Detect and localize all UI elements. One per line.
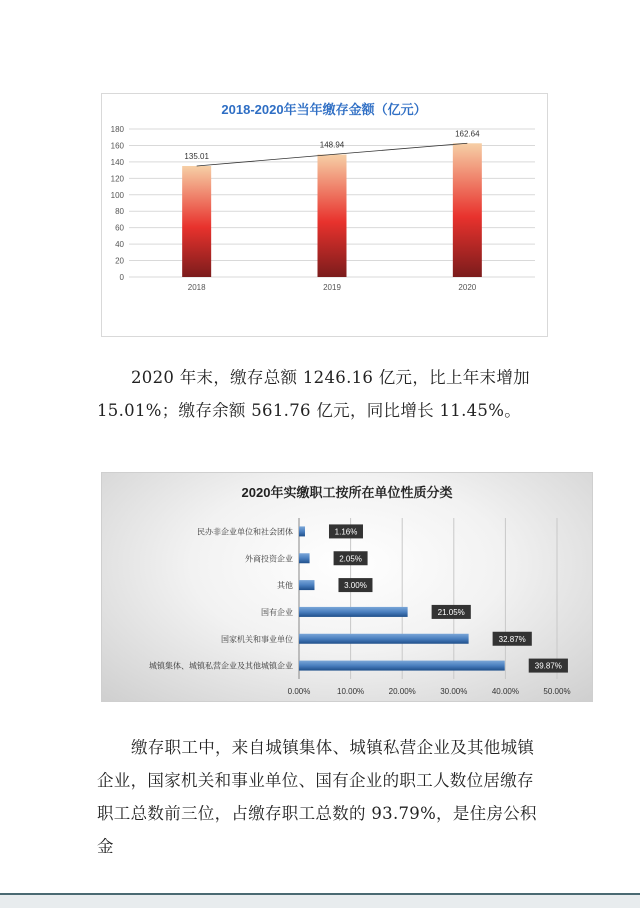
paragraph-line: 15.01%；缴存余额 561.76 亿元，同比增长 11.45%。 [97,401,521,420]
bar [318,155,347,277]
x-tick-label: 10.00% [337,687,365,696]
x-tick-label: 2020 [458,283,477,292]
data-label: 3.00% [344,581,367,591]
y-tick-label: 国有企业 [261,607,293,617]
y-tick-label: 外商投资企业 [245,554,293,564]
y-tick-label: 100 [110,190,124,200]
data-label: 135.01 [184,151,209,161]
data-label: 32.87% [498,634,526,644]
y-tick-label: 20 [115,256,124,266]
chart-title: 2020年实缴职工按所在单位性质分类 [241,485,453,500]
paragraph-line: 缴存职工中，来自城镇集体、城镇私营企业及其他城镇 [131,738,535,757]
y-tick-label: 城镇集体、城镇私营企业及其他城镇企业 [149,661,293,671]
data-label: 162.64 [455,129,480,139]
x-tick-label: 30.00% [440,687,468,696]
paragraph-employee-summary [97,731,547,863]
y-tick-label: 0 [119,273,124,282]
y-tick-label: 民办非企业单位和社会团体 [197,527,293,537]
x-tick-label: 2019 [323,283,341,292]
y-tick-label: 160 [110,141,124,151]
data-label: 2.05% [339,554,362,564]
bar [299,526,305,536]
x-tick-label: 50.00% [543,687,571,696]
bar [299,661,505,671]
paragraph-deposit-summary [97,361,547,427]
deposit-amount-chart-svg [102,94,547,336]
bar [453,143,482,277]
deposit-amount-chart [101,93,548,337]
y-tick-label: 60 [115,223,124,233]
data-label: 148.94 [319,140,345,150]
paragraph-line: 2020 年末，缴存总额 1246.16 亿元，比上年末增加 [131,368,530,387]
y-tick-label: 40 [115,240,124,250]
chart-title: 2018-2020年当年缴存金额（亿元） [221,102,427,117]
data-label: 21.05% [437,607,465,617]
data-label: 1.16% [334,527,358,537]
employee-unit-type-chart-svg [102,473,592,701]
employee-unit-type-chart [101,472,593,702]
y-tick-label: 140 [110,157,124,167]
data-label: 39.87% [534,661,562,671]
y-tick-label: 180 [110,125,124,134]
y-tick-label: 80 [115,207,124,217]
y-tick-label: 120 [110,174,124,184]
y-tick-label: 国家机关和事业单位 [221,634,293,644]
x-tick-label: 20.00% [388,687,416,696]
paragraph-line: 职工总数前三位，占缴存职工总数的 93.79%，是住房公积金 [97,804,537,856]
x-tick-label: 2018 [187,283,206,292]
bar [299,607,408,617]
bar [299,553,310,563]
x-tick-label: 40.00% [491,687,519,696]
bar [299,580,314,590]
bar [182,166,211,277]
y-tick-label: 其他 [277,581,293,591]
x-tick-label: 0.00% [287,687,311,696]
paragraph-line: 企业，国家机关和事业单位、国有企业的职工人数位居缴存 [97,771,534,790]
bar [299,634,469,644]
